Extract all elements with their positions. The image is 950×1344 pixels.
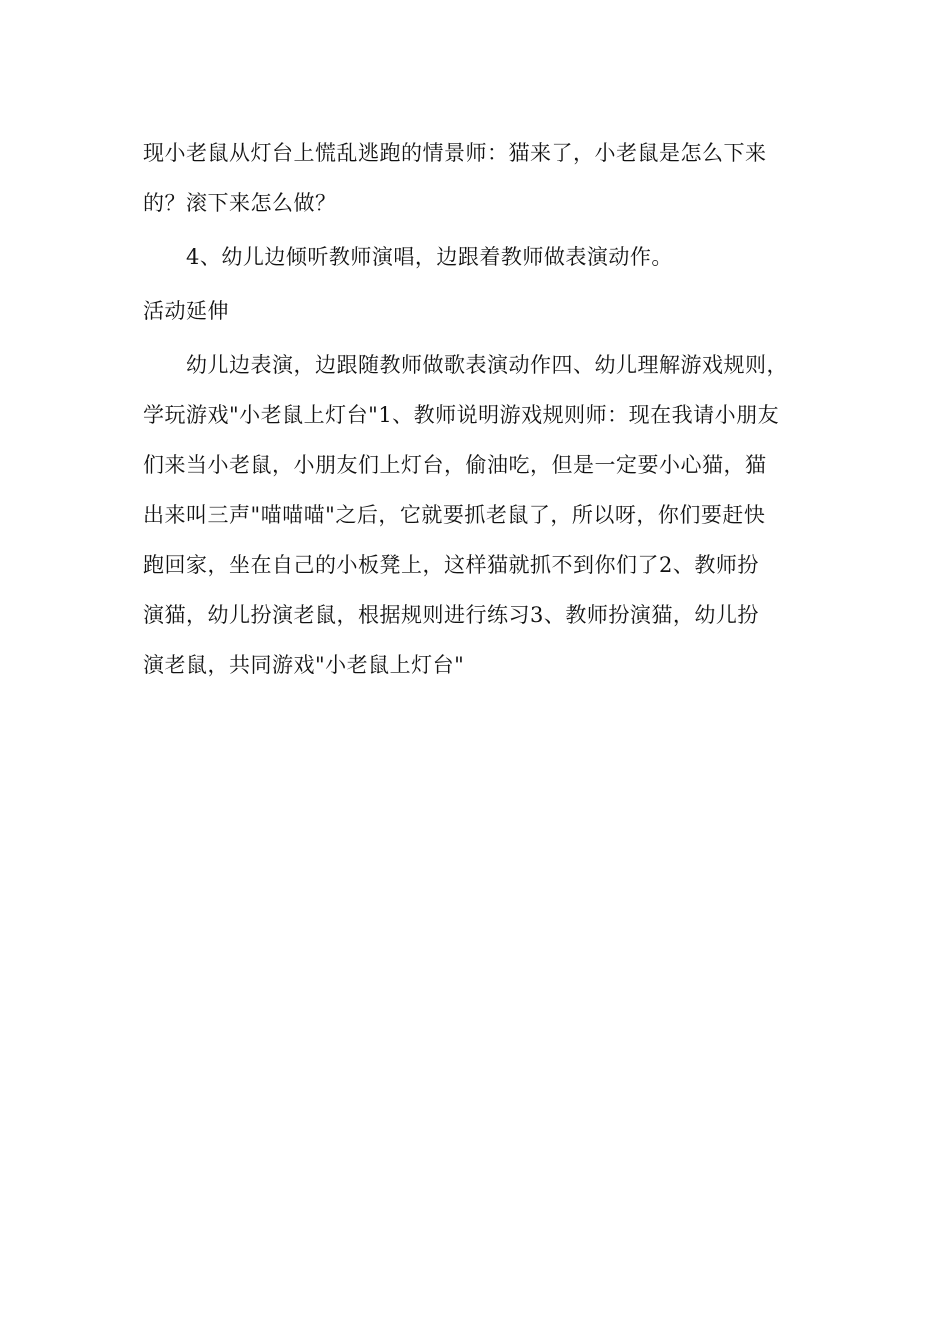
text-line: 演老鼠，共同游戏"小老鼠上灯台" [143,653,465,677]
text-line: 现小老鼠从灯台上慌乱逃跑的情景师：猫来了，小老鼠是怎么下来 [143,141,767,165]
document-body [143,128,807,690]
text-line: 幼儿边表演，边跟随教师做歌表演动作四、幼儿理解游戏规则， [186,353,788,377]
text-line: 出来叫三声"喵喵喵"之后，它就要抓老鼠了，所以呀，你们要赶快 [143,503,766,527]
section-heading: 活动延伸 [143,299,229,323]
text-line: 演猫，幼儿扮演老鼠，根据规则进行练习3、教师扮演猫，幼儿扮 [143,603,759,627]
text-line: 们来当小老鼠，小朋友们上灯台，偷油吃，但是一定要小心猫，猫 [143,453,767,477]
paragraph-step-4 [143,232,807,282]
text-line: 跑回家，坐在自己的小板凳上，这样猫就抓不到你们了2、教师扮 [143,553,759,577]
text-line: 学玩游戏"小老鼠上灯台"1、教师说明游戏规则师：现在我请小朋友 [143,403,780,427]
paragraph-activity-extension [143,340,807,690]
paragraph-scene-question [143,128,807,228]
text-line: 4、幼儿边倾听教师演唱，边跟着教师做表演动作。 [186,245,673,269]
text-line: 的？滚下来怎么做？ [143,191,337,215]
